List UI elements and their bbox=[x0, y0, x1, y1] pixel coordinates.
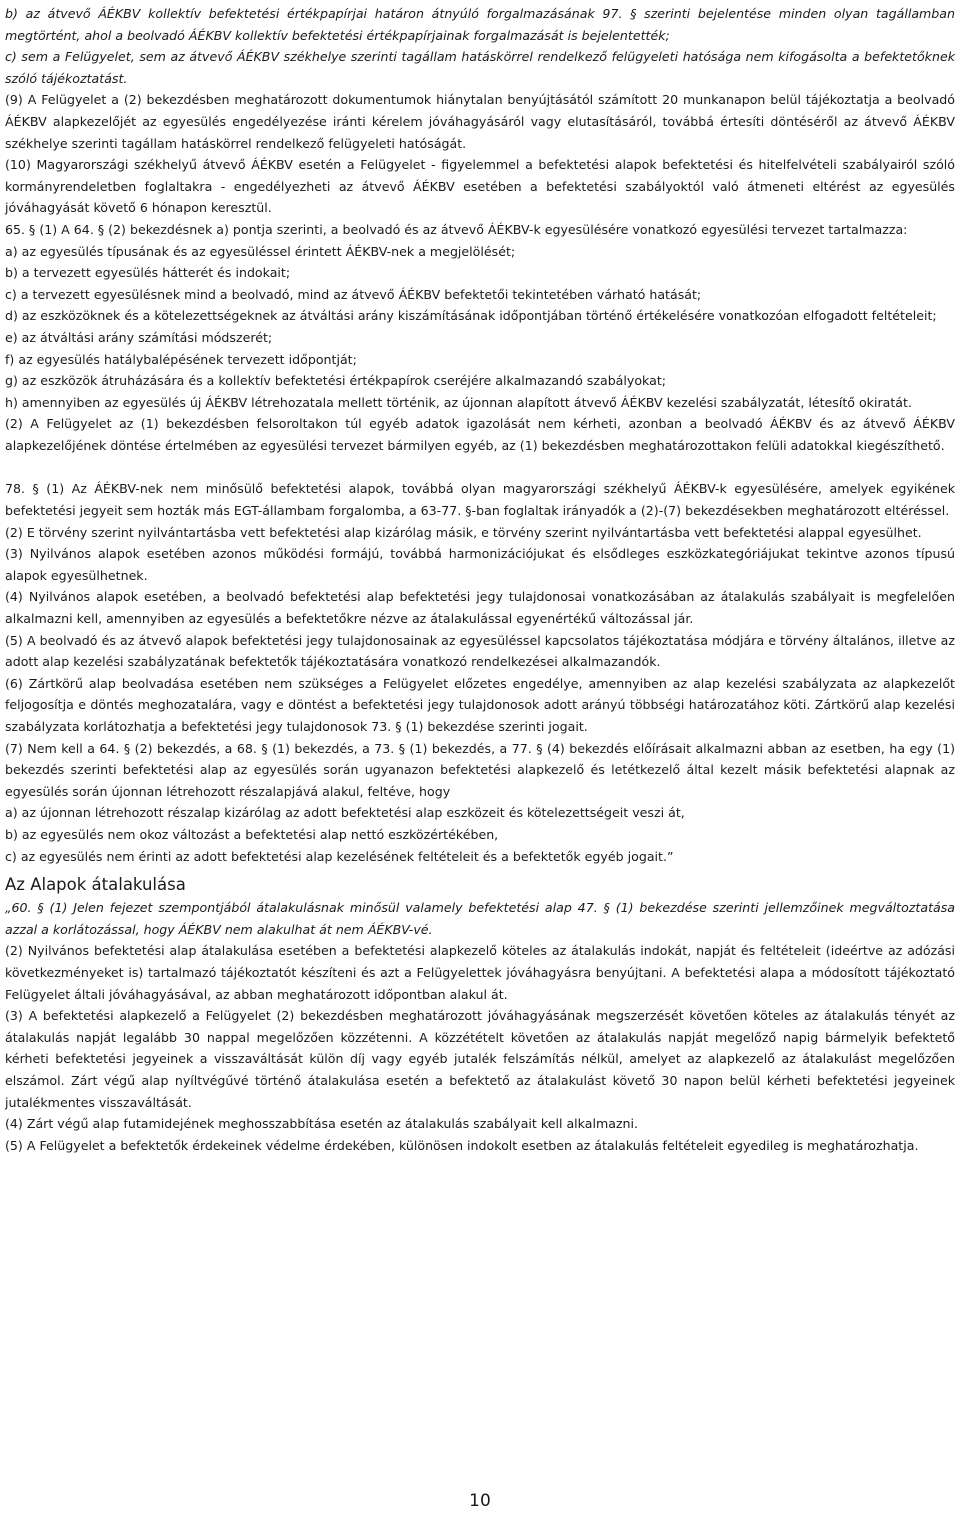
list-item: b) a tervezett egyesülés hátterét és indokait; bbox=[5, 265, 291, 281]
paragraph: (3) A befektetési alapkezelő a Felügyelet (2) bekezdésben meghatározott jóváhagyásának megszerzését követően köteles az átalakulás tényét az átalakulás napját legalább 30 nappal megelőzően közzétenni. A közzétételt követően az átalakulás napját megelőző napig bármelyik befektető kérheti befektetési jegyeinek a visszaváltását külön díj vagy egyéb jutalék felszámítás nélkül, amelyet az alapkezelő az átalakulást megelőzően elszámol. Zárt végű alap nyíltvégűvé történő átalakulása esetén a befektető az átalakulást követő 30 napon belül kérheti befektetési jegyeinek jutalékmentes visszaváltását. bbox=[5, 1008, 955, 1110]
block-paragraphs-9-to-65 bbox=[5, 89, 955, 456]
paragraph: (4) Zárt végű alap futamidejének meghosszabbítása esetén az átalakulás szabályait kell alkalmazni. bbox=[5, 1116, 639, 1132]
list-item: d) az eszközöknek és a kötelezettségeknek az átváltási arány kiszámításának időpontjában történő értékelésére vonatkozóan elfogadott feltételeit; bbox=[5, 308, 937, 324]
paragraph: (5) A Felügyelet a befektetők érdekeinek védelme érdekében, különösen indokolt esetben az átalakulás feltételeit egyedileg is meghatározhatja. bbox=[5, 1137, 919, 1153]
spacer bbox=[5, 456, 955, 478]
list-item: f) az egyesülés hatálybalépésének tervezett időpontját; bbox=[5, 351, 357, 367]
paragraph: (10) Magyarországi székhelyű átvevő ÁÉKBV esetén a Felügyelet - figyelemmel a befektetési alapok befektetési és hitelfelvételi szabályairól szóló kormányrendeletben foglaltakra - engedélyezheti az átvevő ÁÉKBV esetében a befektetési szabályoktól való átmeneti eltérést az egyesülés jóváhagyását követő 6 hónapon keresztül. bbox=[5, 157, 955, 216]
document-page bbox=[5, 3, 955, 1156]
list-item: a) az újonnan létrehozott részalap kizárólag az adott befektetési alap eszközeit és kötelezettségeit veszi át, bbox=[5, 805, 685, 821]
italic-block-top bbox=[5, 3, 955, 89]
paragraph: c) sem a Felügyelet, sem az átvevő ÁÉKBV székhelye szerinti tagállam hatáskörrel rendelkező felügyeleti hatósága nem kifogásolta a befektetőknek szóló tájékoztatást. bbox=[5, 49, 955, 86]
block-section-78 bbox=[5, 478, 955, 867]
block-section-60-continued bbox=[5, 940, 955, 1156]
paragraph: „60. § (1) Jelen fejezet szempontjából átalakulásnak minősül valamely befektetési alap 47. § (1) bekezdése szerinti jellemzőinek megváltoztatása azzal a korlátozással, hogy ÁÉKBV nem alakulhat át nem ÁÉKBV-vé. bbox=[5, 900, 955, 937]
list-item: b) az egyesülés nem okoz változást a befektetési alap nettó eszközértékében, bbox=[5, 826, 499, 842]
list-item: c) a tervezett egyesülésnek mind a beolvadó, mind az átvevő ÁÉKBV befektetői tekintetében várható hatását; bbox=[5, 286, 702, 302]
paragraph: 78. § (1) Az ÁÉKBV-nek nem minősülő befektetési alapok, továbbá olyan magyarországi székhelyű ÁÉKBV-k egyesülésére, amelyek egyikének befektetési jegyeit sem hozták más EGT-állambam forgalomba, a 63-77. §-ban foglaltak irányadók a (2)-(7) bekezdésekben meghatározott eltéréssel. bbox=[5, 481, 955, 519]
list-item: h) amennyiben az egyesülés új ÁÉKBV létrehozatala mellett történik, az újonnan alapított átvevő ÁÉKBV kezelési szabályzatát, létesítő okiratát. bbox=[5, 394, 912, 410]
section-heading: Az Alapok átalakulása bbox=[5, 875, 186, 895]
paragraph: (5) A beolvadó és az átvevő alapok befektetési jegy tulajdonosainak az egyesüléssel kapcsolatos tájékoztatása módjára e törvény általános, illetve az adott alap kezelési szabályzatának befektetők tájékoztatására vonatkozó rendelkezései alkalmazandók. bbox=[5, 632, 955, 670]
list-item: a) az egyesülés típusának és az egyesüléssel érintett ÁÉKBV-nek a megjelölését; bbox=[5, 243, 516, 259]
paragraph: (6) Zártkörű alap beolvadása esetében nem szükséges a Felügyelet előzetes engedélye, amennyiben az alap kezelési szabályzata az alapkezelőt feljogosítja e döntés meghozatalára, vagy e döntést a befektetési jegy tulajdonosok adott arányú többségi határozatához köti. Zártkörű alap kezelési szabályzata korlátozhatja a befektetési jegy tulajdonosok 73. § (1) bekezdése szerinti jogait. bbox=[5, 675, 955, 734]
paragraph: (4) Nyilvános alapok esetében, a beolvadó befektetési alap befektetési jegy tulajdonosai vonatkozásában az átalakulás szabályait is megfelelően alkalmazni kell, amennyiben az egyesülés a befektetőkre nézve az átalakulással egyenértékű változással jár. bbox=[5, 589, 955, 627]
paragraph: (9) A Felügyelet a (2) bekezdésben meghatározott dokumentumok hiánytalan benyújtásától számított 20 munkanapon belül tájékoztatja a beolvadó ÁÉKBV alapkezelőjét az egyesülés engedélyezése iránti kérelem jóváhagyásáról vagy elutasításáról, továbbá értesíti döntéséről az átvevő ÁÉKBV székhelye szerinti tagállam hatáskörrel rendelkező felügyeleti hatóságát. bbox=[5, 92, 955, 151]
list-item: g) az eszközök átruházására és a kollektív befektetési értékpapírok cseréjére alkalmazandó szabályokat; bbox=[5, 373, 667, 389]
paragraph: b) az átvevő ÁÉKBV kollektív befektetési értékpapírjai határon átnyúló forgalmazásának 97. § szerinti bejelentése minden olyan tagállamban megtörtént, ahol a beolvadó ÁÉKBV kollektív befektetési értékpapírjainak forgalmazását is bejelentették; bbox=[5, 6, 955, 43]
paragraph: (2) E törvény szerint nyilvántartásba vett befektetési alap kizárólag másik, e törvény szerint nyilvántartásba vett befektetési alappal egyesülhet. bbox=[5, 524, 922, 540]
paragraph: (7) Nem kell a 64. § (2) bekezdés, a 68. § (1) bekezdés, a 73. § (1) bekezdés, a 77. § (4) bekezdés előírásait alkalmazni abban az esetben, ha egy (1) bekezdés szerinti befektetési alap az egyesülés során ugyanazon befektetési alapkezelő és letétkezelő által kezelt másik befektetési alapnak az egyesülés során újonnan létrehozott részalapjává alakul, feltéve, hogy bbox=[5, 740, 955, 799]
list-item: e) az átváltási arány számítási módszerét; bbox=[5, 329, 273, 345]
italic-block-section-60 bbox=[5, 897, 955, 940]
list-item: c) az egyesülés nem érinti az adott befektetési alap kezelésének feltételeit és a befektetők egyéb jogait.” bbox=[5, 848, 674, 864]
paragraph: (2) Nyilvános befektetési alap átalakulása esetében a befektetési alapkezelő köteles az átalakulás indokát, napját és feltételeit (ideértve az adózási következményeket is) tartalmazó tájékoztatót készíteni és azt a Felügyelettek jóváhagyásra benyújtani. A befektetési alapa a módosított tájékoztató Felügyelet általi jóváhagyásával, az abban meghatározott időpontban alakul át. bbox=[5, 943, 955, 1002]
paragraph: 65. § (1) A 64. § (2) bekezdésnek a) pontja szerinti, a beolvadó és az átvevő ÁÉKBV-k egyesülésére vonatkozó egyesülési tervezet tartalmazza: bbox=[5, 221, 908, 237]
paragraph: (2) A Felügyelet az (1) bekezdésben felsoroltakon túl egyéb adatok igazolását nem kérheti, azonban a beolvadó ÁÉKBV és az átvevő ÁÉKBV alapkezelőjének döntése értelmében az egyesülési tervezet bármilyen egyéb, az (1) bekezdésben meghatározottakon felüli adatokkal kiegészíthető. bbox=[5, 416, 955, 453]
paragraph: (3) Nyilvános alapok esetében azonos működési formájú, továbbá harmonizációjukat és elsődleges eszközkategóriájukat tekintve azonos típusú alapok egyesülhetnek. bbox=[5, 546, 955, 583]
page-number: 10 bbox=[469, 1491, 491, 1511]
